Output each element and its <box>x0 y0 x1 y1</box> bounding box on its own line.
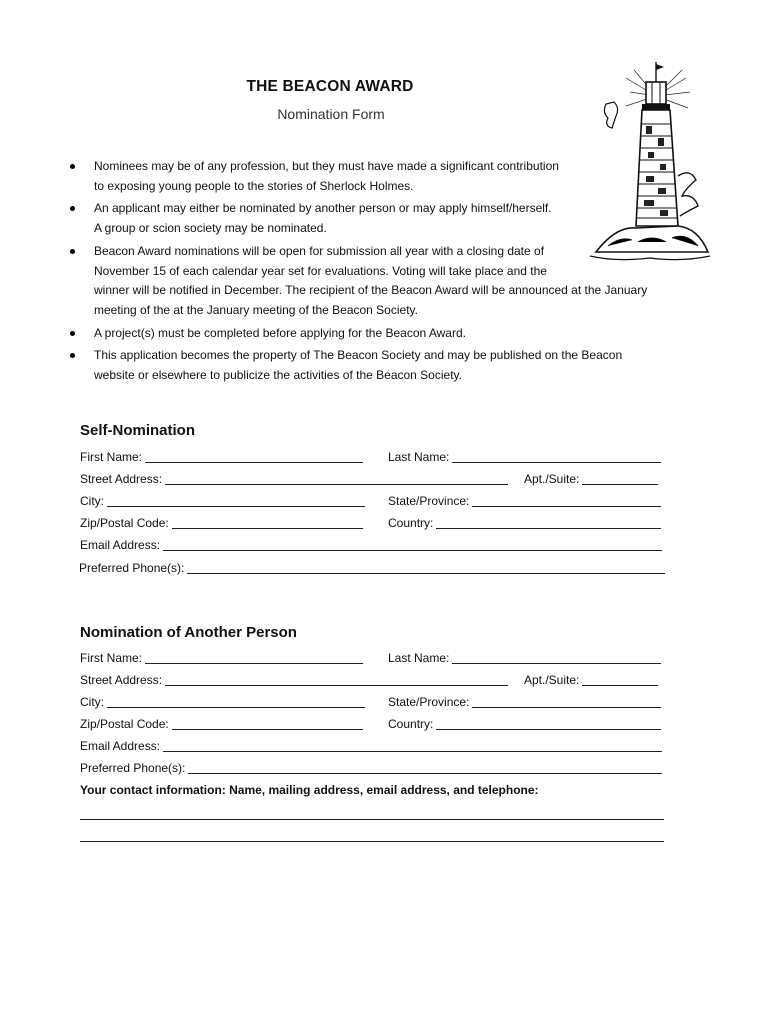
bullet-icon <box>70 164 75 169</box>
self-last-name-field[interactable]: Last Name: <box>388 449 661 465</box>
list-item: An applicant may either be nominated by another person or may apply himself/herself. A group or scion society may be nominated. <box>66 199 666 238</box>
other-city-field[interactable]: City: <box>80 694 365 710</box>
other-state-province-field[interactable]: State/Province: <box>388 694 661 710</box>
bullet-icon <box>70 353 75 358</box>
other-country-field[interactable]: Country: <box>388 716 661 732</box>
self-country-field[interactable]: Country: <box>388 515 661 531</box>
contact-info-line-2[interactable] <box>80 840 664 842</box>
form-subtitle: Nomination Form <box>277 106 385 122</box>
form-title: THE BEACON AWARD <box>246 78 414 95</box>
other-first-name-field[interactable]: First Name: <box>80 650 363 666</box>
contact-info-line-1[interactable] <box>80 818 664 820</box>
other-nomination-heading: Nomination of Another Person <box>80 624 297 641</box>
bullet-icon <box>70 249 75 254</box>
bullet-icon <box>70 331 75 336</box>
contact-info-label: Your contact information: Name, mailing address, email address, and telephone: <box>80 783 539 797</box>
self-first-name-field[interactable]: First Name: <box>80 449 363 465</box>
other-zip-field[interactable]: Zip/Postal Code: <box>80 716 363 732</box>
eligibility-rules-list <box>66 157 666 389</box>
self-city-field[interactable]: City: <box>80 493 365 509</box>
other-apt-suite-field[interactable]: Apt./Suite: <box>524 672 658 688</box>
other-phone-field[interactable]: Preferred Phone(s): <box>80 760 662 776</box>
list-item: A project(s) must be completed before applying for the Beacon Award. <box>66 324 666 344</box>
list-item: Beacon Award nominations will be open for submission all year with a closing date of November 15 of each calendar year set for evaluations. Voting will take place and the winner will be notified in December. The recipient of the Beacon Award will be announced at the January meeting of the at the January meeting of the Beacon Society. <box>66 242 666 321</box>
self-apt-suite-field[interactable]: Apt./Suite: <box>524 471 658 487</box>
bullet-icon <box>70 206 75 211</box>
self-phone-field[interactable]: Preferred Phone(s): <box>79 560 665 576</box>
self-zip-field[interactable]: Zip/Postal Code: <box>80 515 363 531</box>
self-street-address-field[interactable]: Street Address: <box>80 471 508 487</box>
list-item: This application becomes the property of The Beacon Society and may be published on the Beacon website or elsewhere to publicize the activities of the Beacon Society. <box>66 346 666 385</box>
other-street-address-field[interactable]: Street Address: <box>80 672 508 688</box>
other-last-name-field[interactable]: Last Name: <box>388 650 661 666</box>
self-nomination-heading: Self-Nomination <box>80 422 195 439</box>
self-state-province-field[interactable]: State/Province: <box>388 493 661 509</box>
list-item: Nominees may be of any profession, but they must have made a significant contribution to exposing young people to the stories of Sherlock Holmes. <box>66 157 666 196</box>
other-email-field[interactable]: Email Address: <box>80 738 662 754</box>
self-email-field[interactable]: Email Address: <box>80 537 662 553</box>
